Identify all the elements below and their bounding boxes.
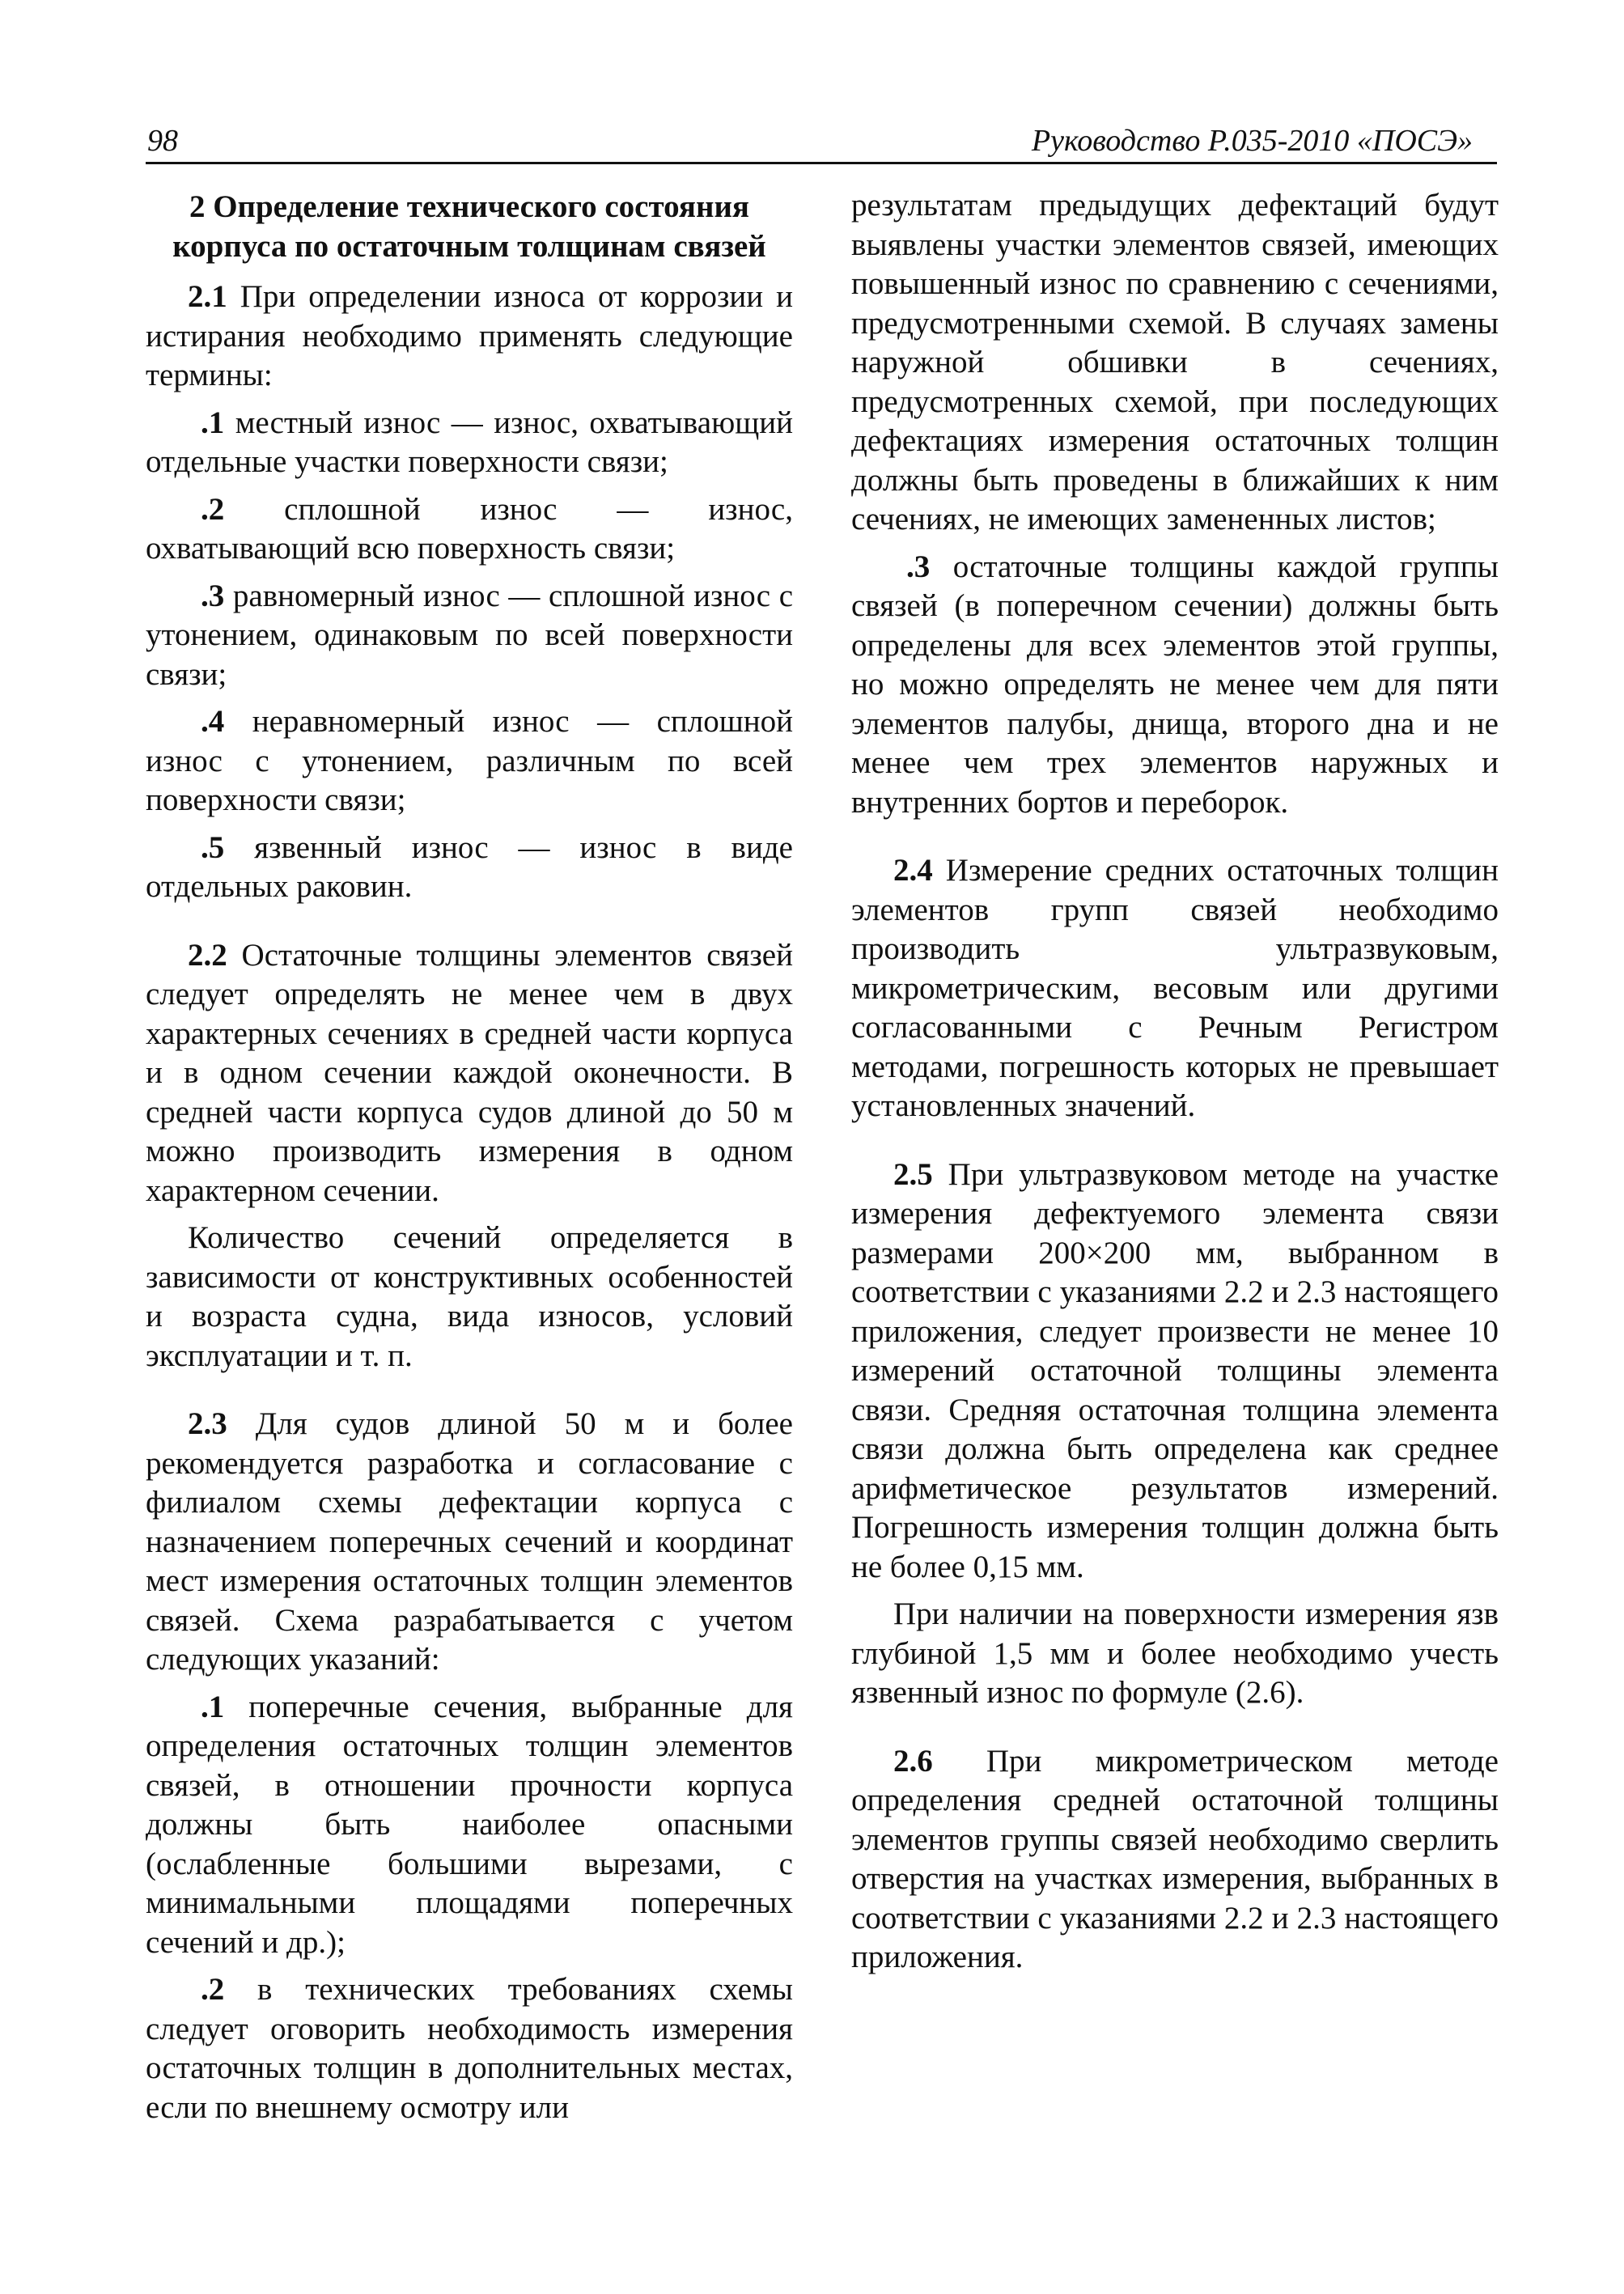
- subitem-number: .1: [201, 405, 225, 440]
- subitem-number: .3: [906, 549, 931, 584]
- paragraph-text: При микрометрическом методе определения средней остаточной толщины элементов группы связей необходимо сверлить отверстия на участках измерения, выбранных в соответствии с указаниями 2.2 и 2.3 настоящего приложения.: [851, 1743, 1499, 1974]
- clause-number: 2.1: [188, 279, 227, 314]
- clause-number: 2.5: [893, 1156, 933, 1192]
- subitem-2-3-1: [146, 1688, 793, 1963]
- subitem-text: местный износ — износ, охватывающий отдельные участки поверхности связи;: [146, 405, 793, 479]
- section-title-line-2: корпуса по остаточным толщинам связей: [172, 228, 766, 264]
- subitem-2-1-2: [146, 490, 793, 569]
- paragraph-2-1: [146, 278, 793, 396]
- left-column: [146, 188, 793, 2135]
- subitem-2-3-3: [851, 548, 1499, 823]
- subitem-number: .2: [201, 1972, 225, 2007]
- page-header: [146, 115, 1497, 163]
- paragraph-text: При определении износа от коррозии и истирания необходимо применять следующие термины:: [146, 279, 793, 392]
- subitem-2-1-5: [146, 829, 793, 907]
- subitem-number: .1: [201, 1689, 225, 1724]
- subitem-number: .2: [201, 491, 225, 527]
- paragraph-text: Измерение средних остаточных толщин элементов групп связей необходимо производить ультразвуковым, микрометрическим, весовым или другими согласованными с Речным Регистром методами, погрешность которых не превышает установленных значений.: [851, 853, 1499, 1123]
- clause-number: 2.2: [188, 937, 227, 973]
- paragraph-text: Для судов длиной 50 м и более рекомендуется разработка и согласование с филиалом схемы дефектации корпуса с назначением поперечных сечений и координат мест измерения остаточных толщин элементов связей. Схема разрабатывается с учетом следующих указаний:: [146, 1406, 793, 1677]
- clause-number: 2.6: [893, 1743, 933, 1779]
- subitem-2-3-2-continued: результатам предыдущих дефектаций будут выявлены участки элементов связей, имеющих повышенный износ по сравнению с сечениями, предусмотренными схемой. В случаях замены наружной обшивки в сечениях, предусмотренных схемой, при последующих дефектациях измерения остаточных толщин должны быть проведены в ближайших к ним сечениях, не имеющих замененных листов;: [851, 188, 1499, 536]
- clause-number: 2.4: [893, 853, 933, 888]
- right-column: [851, 186, 1499, 1986]
- section-title-line-1: 2 Определение технического состояния: [189, 189, 750, 224]
- subitem-2-3-2: [146, 1970, 793, 2127]
- subitem-2-1-4: [146, 702, 793, 820]
- subitem-2-1-1: [146, 404, 793, 482]
- paragraph-text: Остаточные толщины элементов связей следует определять не менее чем в двух характерных сечениях в средней части корпуса и в одном сечении каждой оконечности. В средней части корпуса судов длиной до 50 м можно производить измерения в одном характерном сечении.: [146, 937, 793, 1208]
- subitem-number: .3: [201, 578, 225, 613]
- running-title: Руководство Р.035-2010 «ПОСЭ»: [1031, 124, 1473, 158]
- paragraph-2-2: [146, 936, 793, 1211]
- subitem-text: язвенный износ — износ в виде отдельных раковин.: [146, 829, 793, 904]
- subitem-number: .5: [201, 829, 225, 865]
- section-heading: [146, 188, 793, 266]
- paragraph-2-4: [851, 851, 1499, 1126]
- page-number: 98: [147, 124, 178, 158]
- subitem-number: .4: [201, 704, 225, 739]
- subitem-text: сплошной износ — износ, охватывающий всю поверхность связи;: [146, 491, 793, 566]
- paragraph-2-6: [851, 1742, 1499, 1978]
- paragraph-2-3: [146, 1405, 793, 1680]
- paragraph-2-2-continued: Количество сечений определяется в зависимости от конструктивных особенностей и возраста судна, вида износов, условий эксплуатации и т. п.: [146, 1220, 793, 1373]
- subitem-text: неравномерный износ — сплошной износ с утонением, различным по всей поверхности связи;: [146, 704, 793, 817]
- subitem-text: остаточные толщины каждой группы связей (в поперечном сечении) должны быть определены для всех элементов этой группы, но можно определять не менее чем для пяти элементов палубы, днища, второго дна и не менее чем трех элементов наружных и внутренних бортов и переборок.: [851, 549, 1499, 820]
- paragraph-text: При ультразвуковом методе на участке измерения дефектуемого элемента связи размерами 200×200 мм, выбранном в соответствии с указаниями 2.2 и 2.3 настоящего приложения, следует произвести не менее 10 измерений остаточной толщины элемента связи. Средняя остаточная толщина элемента связи должна быть определена как среднее арифметическое результатов измерений. Погрешность измерения толщин должна быть не более 0,15 мм.: [851, 1156, 1499, 1584]
- subitem-text: поперечные сечения, выбранные для определения остаточных толщин элементов связей, в отношении прочности корпуса должны быть наиболее опасными (ослабленные большими вырезами, с минимальными площадями поперечных сечений и др.);: [146, 1689, 793, 1960]
- header-divider: [146, 162, 1497, 164]
- subitem-text: в технических требованиях схемы следует оговорить необходимость измерения остаточных толщин в дополнительных местах, если по внешнему осмотру или: [146, 1972, 793, 2125]
- paragraph-2-5: [851, 1155, 1499, 1588]
- subitem-text: равномерный износ — сплошной износ с утонением, одинаковым по всей поверхности связи;: [146, 578, 793, 692]
- clause-number: 2.3: [188, 1406, 227, 1441]
- subitem-2-1-3: [146, 577, 793, 695]
- paragraph-2-5-continued: При наличии на поверхности измерения язв глубиной 1,5 мм и более необходимо учесть язвенный износ по формуле (2.6).: [851, 1596, 1499, 1710]
